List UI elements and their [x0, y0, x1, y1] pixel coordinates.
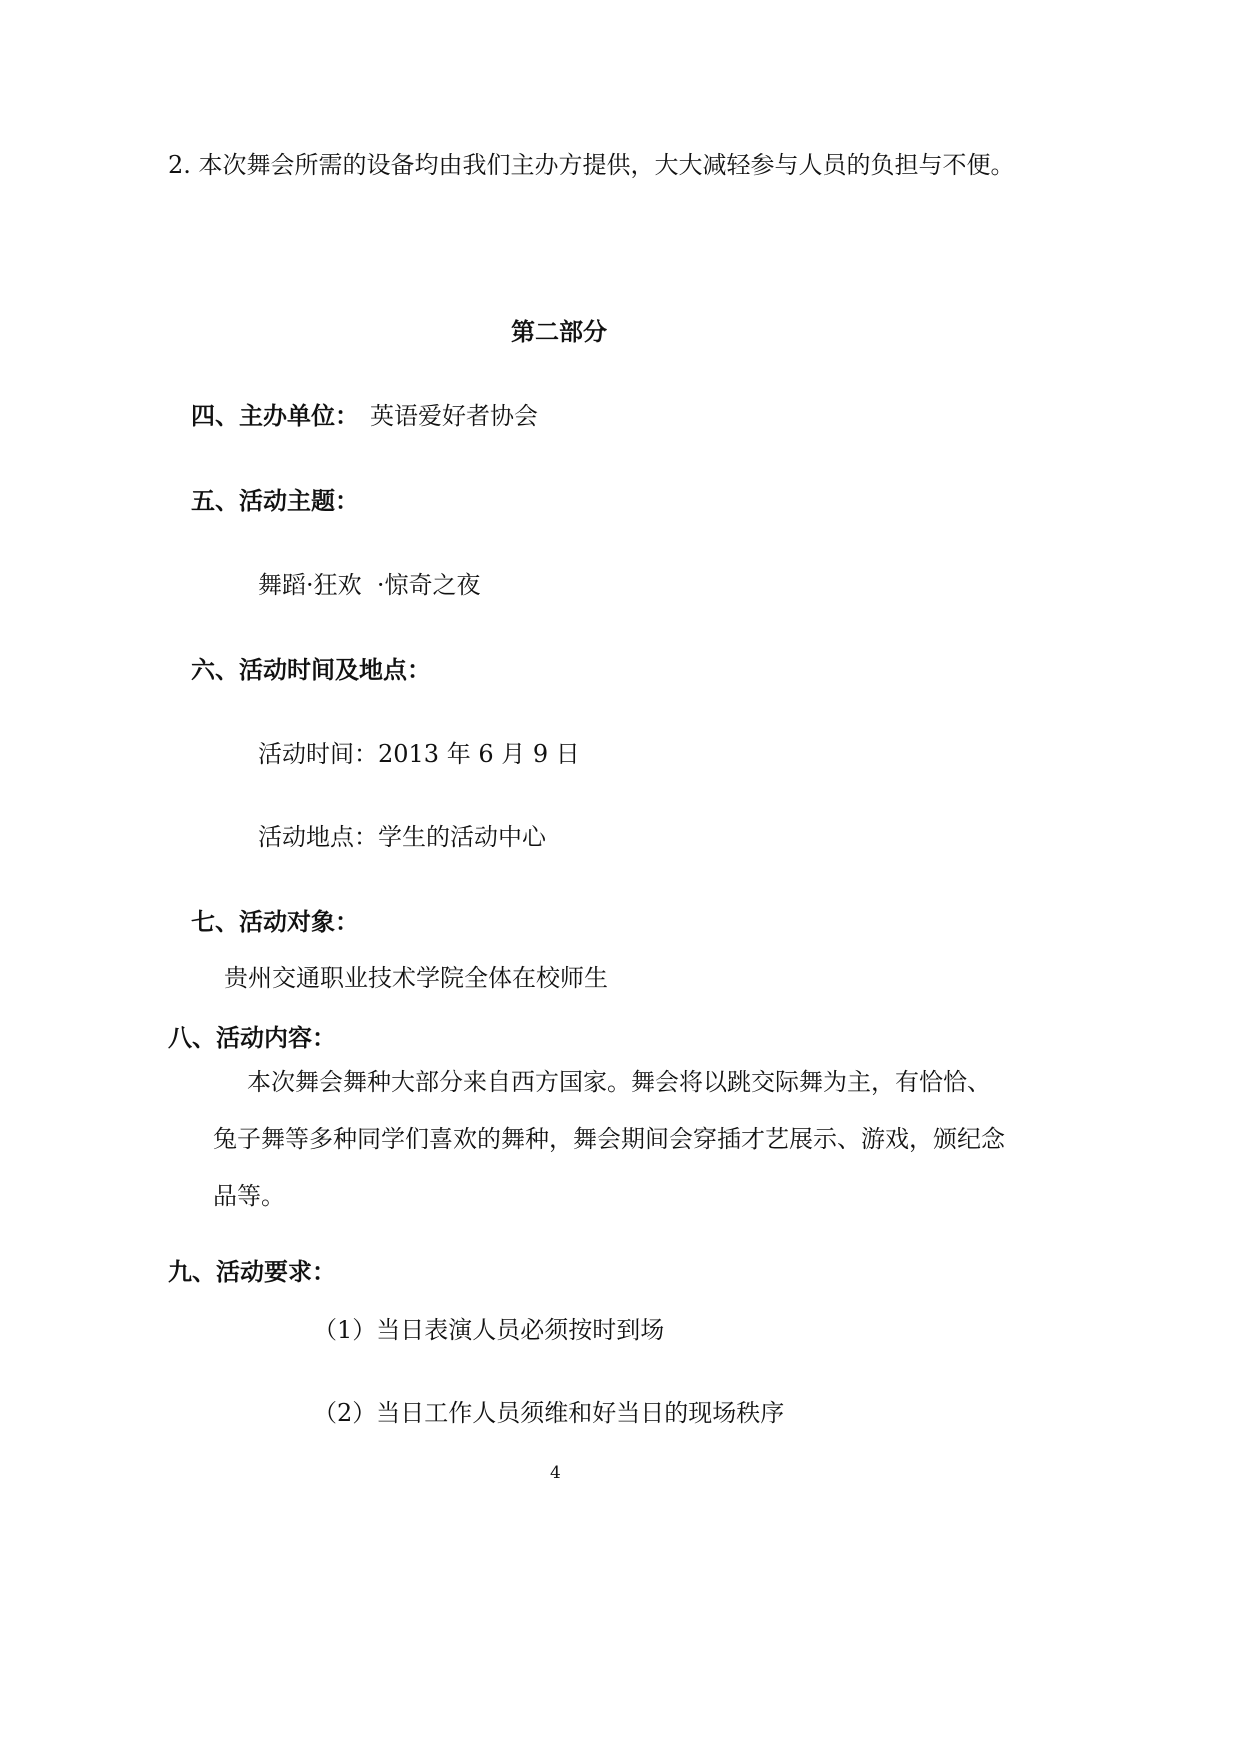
theme-heading: 五、活动主题：	[191, 486, 359, 515]
theme-value: 舞蹈·狂欢 ·惊奇之夜	[258, 571, 481, 599]
requirements-heading: 九、活动要求：	[168, 1257, 336, 1286]
activity-time: 活动时间：2013 年 6 月 9 日	[258, 740, 580, 768]
content-line-3: 品等。	[213, 1182, 285, 1210]
audience-value: 贵州交通职业技术学院全体在校师生	[224, 964, 608, 992]
time-place-heading: 六、活动时间及地点：	[191, 655, 431, 684]
requirement-item-2: （2）当日工作人员须维和好当日的现场秩序	[313, 1399, 785, 1427]
organizer-value: 英语爱好者协会	[370, 402, 538, 430]
intro-item-2: 2. 本次舞会所需的设备均由我们主办方提供，大大减轻参与人员的负担与不便。	[168, 151, 1015, 179]
content-line-2: 兔子舞等多种同学们喜欢的舞种，舞会期间会穿插才艺展示、游戏，颁纪念	[213, 1125, 1005, 1153]
activity-place: 活动地点：学生的活动中心	[258, 823, 546, 851]
content-heading: 八、活动内容：	[168, 1023, 336, 1052]
audience-heading: 七、活动对象：	[191, 907, 359, 936]
content-line-1: 本次舞会舞种大部分来自西方国家。舞会将以跳交际舞为主，有恰恰、	[247, 1068, 991, 1096]
requirement-item-1: （1）当日表演人员必须按时到场	[313, 1316, 665, 1344]
organizer-heading: 四、主办单位：	[191, 401, 359, 430]
part-title: 第二部分	[511, 317, 607, 346]
page-number: 4	[550, 1463, 561, 1483]
